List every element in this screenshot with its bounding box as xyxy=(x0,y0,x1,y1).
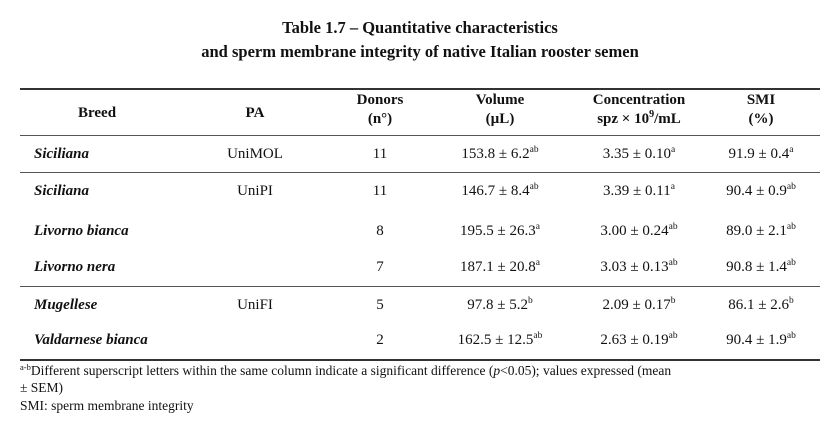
donors-cell: 5 xyxy=(376,297,384,313)
concentration-cell: 2.63 ± 0.19$^{ab}$ xyxy=(600,331,678,348)
footnote-sem: ± SEM) xyxy=(20,380,64,395)
group-rule-unipi xyxy=(20,286,820,287)
header-donors-line-1: Donors xyxy=(356,92,404,108)
breed-cell: Siciliana xyxy=(34,146,90,162)
donors-cell: 11 xyxy=(372,146,388,162)
header-volume-line-2: (µL) xyxy=(485,111,515,127)
table-title xyxy=(0,16,840,64)
smi-cell: 90.8 ± 1.4$^{ab}$ xyxy=(726,258,796,275)
concentration-cell: 3.00 ± 0.24$^{ab}$ xyxy=(600,222,678,239)
breed-cell: Mugellese xyxy=(34,297,98,313)
volume-cell: 187.1 ± 20.8$^a$ xyxy=(460,258,540,275)
pa-cell: UniPI xyxy=(237,183,273,199)
smi-cell: 89.0 ± 2.1$^{ab}$ xyxy=(726,222,796,239)
smi-cell: 90.4 ± 1.9$^{ab}$ xyxy=(726,331,796,348)
volume-cell: 146.7 ± 8.4$^{ab}$ xyxy=(461,182,539,199)
header-concentration-line-1: Concentration xyxy=(592,92,686,108)
breed-cell: Siciliana xyxy=(34,183,90,199)
table-title-line-2: and sperm membrane integrity of native Italian rooster semen xyxy=(201,42,639,61)
header-donors-line-2: (n°) xyxy=(367,111,393,127)
header-breed: Breed xyxy=(78,105,117,121)
donors-cell: 11 xyxy=(372,183,388,199)
header-rule xyxy=(20,135,820,136)
concentration-cell: 2.09 ± 0.17$^b$ xyxy=(602,296,676,313)
header-volume xyxy=(430,91,570,129)
header-volume-line-1: Volume xyxy=(475,92,525,108)
concentration-cell: 3.39 ± 0.11$^a$ xyxy=(603,182,675,199)
breed-cell: Livorno bianca xyxy=(34,223,129,239)
pa-cell: UniMOL xyxy=(227,146,283,162)
footnote-significance: $^{a-b}$Different superscript letters within the same column indicate a significant difference (p<0.05); values expressed (mean xyxy=(20,362,672,378)
header-smi xyxy=(706,91,816,129)
header-smi-line-1: SMI xyxy=(746,92,776,108)
bottom-rule xyxy=(20,359,820,361)
header-pa: PA xyxy=(245,105,265,121)
footnote-p-symbol: p xyxy=(493,363,501,378)
volume-cell: 97.8 ± 5.2$^b$ xyxy=(467,296,533,313)
header-concentration-line-2: spz × $10^9/mL$ xyxy=(597,109,681,127)
donors-cell: 8 xyxy=(376,223,384,239)
top-rule xyxy=(20,88,820,90)
pa-cell: UniFI xyxy=(237,297,273,313)
volume-cell: 195.5 ± 26.3$^a$ xyxy=(460,222,540,239)
header-donors xyxy=(330,91,430,129)
smi-cell: 90.4 ± 0.9$^{ab}$ xyxy=(726,182,796,199)
group-rule-unimol xyxy=(20,172,820,173)
smi-cell: 86.1 ± 2.6$^b$ xyxy=(728,296,794,313)
footnote-smi-definition: SMI: sperm membrane integrity xyxy=(20,398,194,413)
header-smi-line-2: (%) xyxy=(748,111,774,127)
breed-cell: Livorno nera xyxy=(34,259,116,275)
donors-cell: 2 xyxy=(376,332,384,348)
volume-cell: 153.8 ± 6.2$^{ab}$ xyxy=(461,145,539,162)
smi-cell: 91.9 ± 0.4$^a$ xyxy=(728,145,794,162)
concentration-cell: 3.35 ± 0.10$^a$ xyxy=(602,145,676,162)
footnote-superscript: a-b xyxy=(20,362,31,372)
donors-cell: 7 xyxy=(376,259,384,275)
volume-cell: 162.5 ± 12.5$^{ab}$ xyxy=(457,331,543,348)
breed-cell: Valdarnese bianca xyxy=(34,332,148,348)
table-title-line-1: Table 1.7 – Quantitative characteristics xyxy=(282,18,558,37)
header-concentration xyxy=(572,91,706,129)
concentration-cell: 3.03 ± 0.13$^{ab}$ xyxy=(600,258,678,275)
